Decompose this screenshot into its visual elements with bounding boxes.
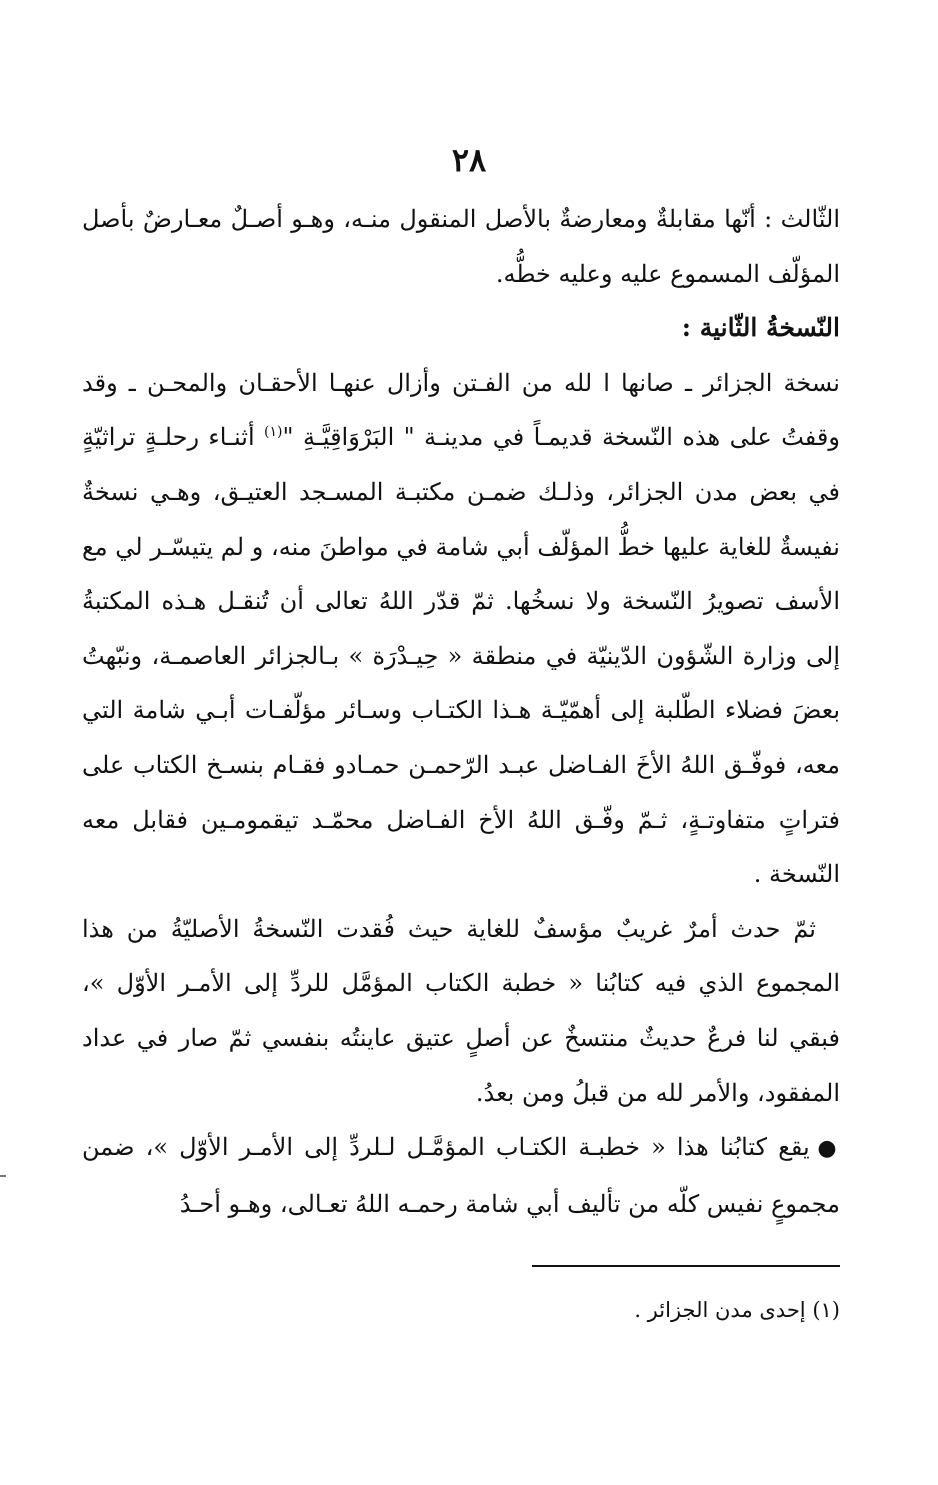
paragraph-algeria-manuscript xyxy=(82,356,840,902)
bullet-icon: ● xyxy=(817,1136,841,1162)
paragraph-text: يقع كتابُنا هذا « خطبـة الكتـاب المؤمَّـل لـلردِّ إلى الأمـر الأوّل »، ضمن مجموعٍ نفيس كلّه من تأليف أبي شامة رحمـه اللهُ تعـالى، وهـو أحـدُ xyxy=(82,1133,840,1218)
paragraph-book-location xyxy=(82,1120,840,1231)
margin-mark xyxy=(0,1175,6,1177)
footnote: (١) إحدى مدن الجزائر . xyxy=(634,1298,840,1322)
section-heading: النّسخةُ الثّانية : xyxy=(681,313,840,343)
page-number: ٢٨ xyxy=(451,141,487,179)
main-text xyxy=(82,192,840,1231)
paragraph-third-point: الثّالث : أنّها مقابلةٌ ومعارضةٌ بالأصل المنقول منـه، وهـو أصـلٌ معـارضٌ بأصل المؤلّف المسموع عليه وعليه خطُّه. xyxy=(82,205,840,288)
paragraph-text-part-2: أثنـاء رحلـةٍ تراثيّةٍ في بعض مدن الجزائر، وذلـك ضمـن مكتبـة المسـجد العتيـق، وهـي نسخةٌ نفيسةٌ للغاية عليها خطُّ المؤلّف أبي شامة في مواطنَ منه، و لم يتيسّـر لي مع الأسف تصويرُ النّسخة ولا نسخُها. ثمّ قدّر اللهُ تعالى أن تُنقـل هـذه المكتبةُ إلى وزارة الشّؤون الدّينيّة في منطقة « حِيـدْرَة » بـالجزائر العاصمـة، ونبّهتُ بعضَ فضلاء الطّلبة إلى أهمّيّـة هـذا الكتـاب وسـائر مؤلّفـات أبـي شامة التي معه، فوفّـق اللهُ الأخَ الفـاضل عبـد الرّحمـن حمـادو فقـام بنسـخ الكتاب على فتراتٍ متفاوتـةٍ، ثـمّ وفّـق اللهُ الأخ الفـاضل محمّـد تيقمومـين فقابل معه النّسخة . xyxy=(82,423,840,889)
paragraph-lost-copy: ثمّ حدث أمرٌ غريبٌ مؤسفٌ للغاية حيث فُقدت النّسخةُ الأصليّةُ من هذا المجموع الذي فيه كتابُنا « خطبة الكتاب المؤمَّل للردِّ إلى الأمـر الأوّل »، فبقي لنا فرعٌ حديثٌ منتسخٌ عن أصلٍ عتيق عاينتُه بنفسي ثمّ صار في عداد المفقود، والأمر لله من قبلُ ومن بعدُ. xyxy=(82,914,840,1107)
footnote-reference: (١) xyxy=(264,424,283,441)
paragraph-text-part-1: نسخة الجزائر ـ صانها ا لله من الفـتن وأزال عنهـا الأحقـان والمحـن ـ وقد وقفتُ على هذه النّسخة قديمـاً في مدينـة " البَرْوَاقِيَّـةِ " xyxy=(82,368,840,452)
footnote-divider xyxy=(532,1265,840,1267)
